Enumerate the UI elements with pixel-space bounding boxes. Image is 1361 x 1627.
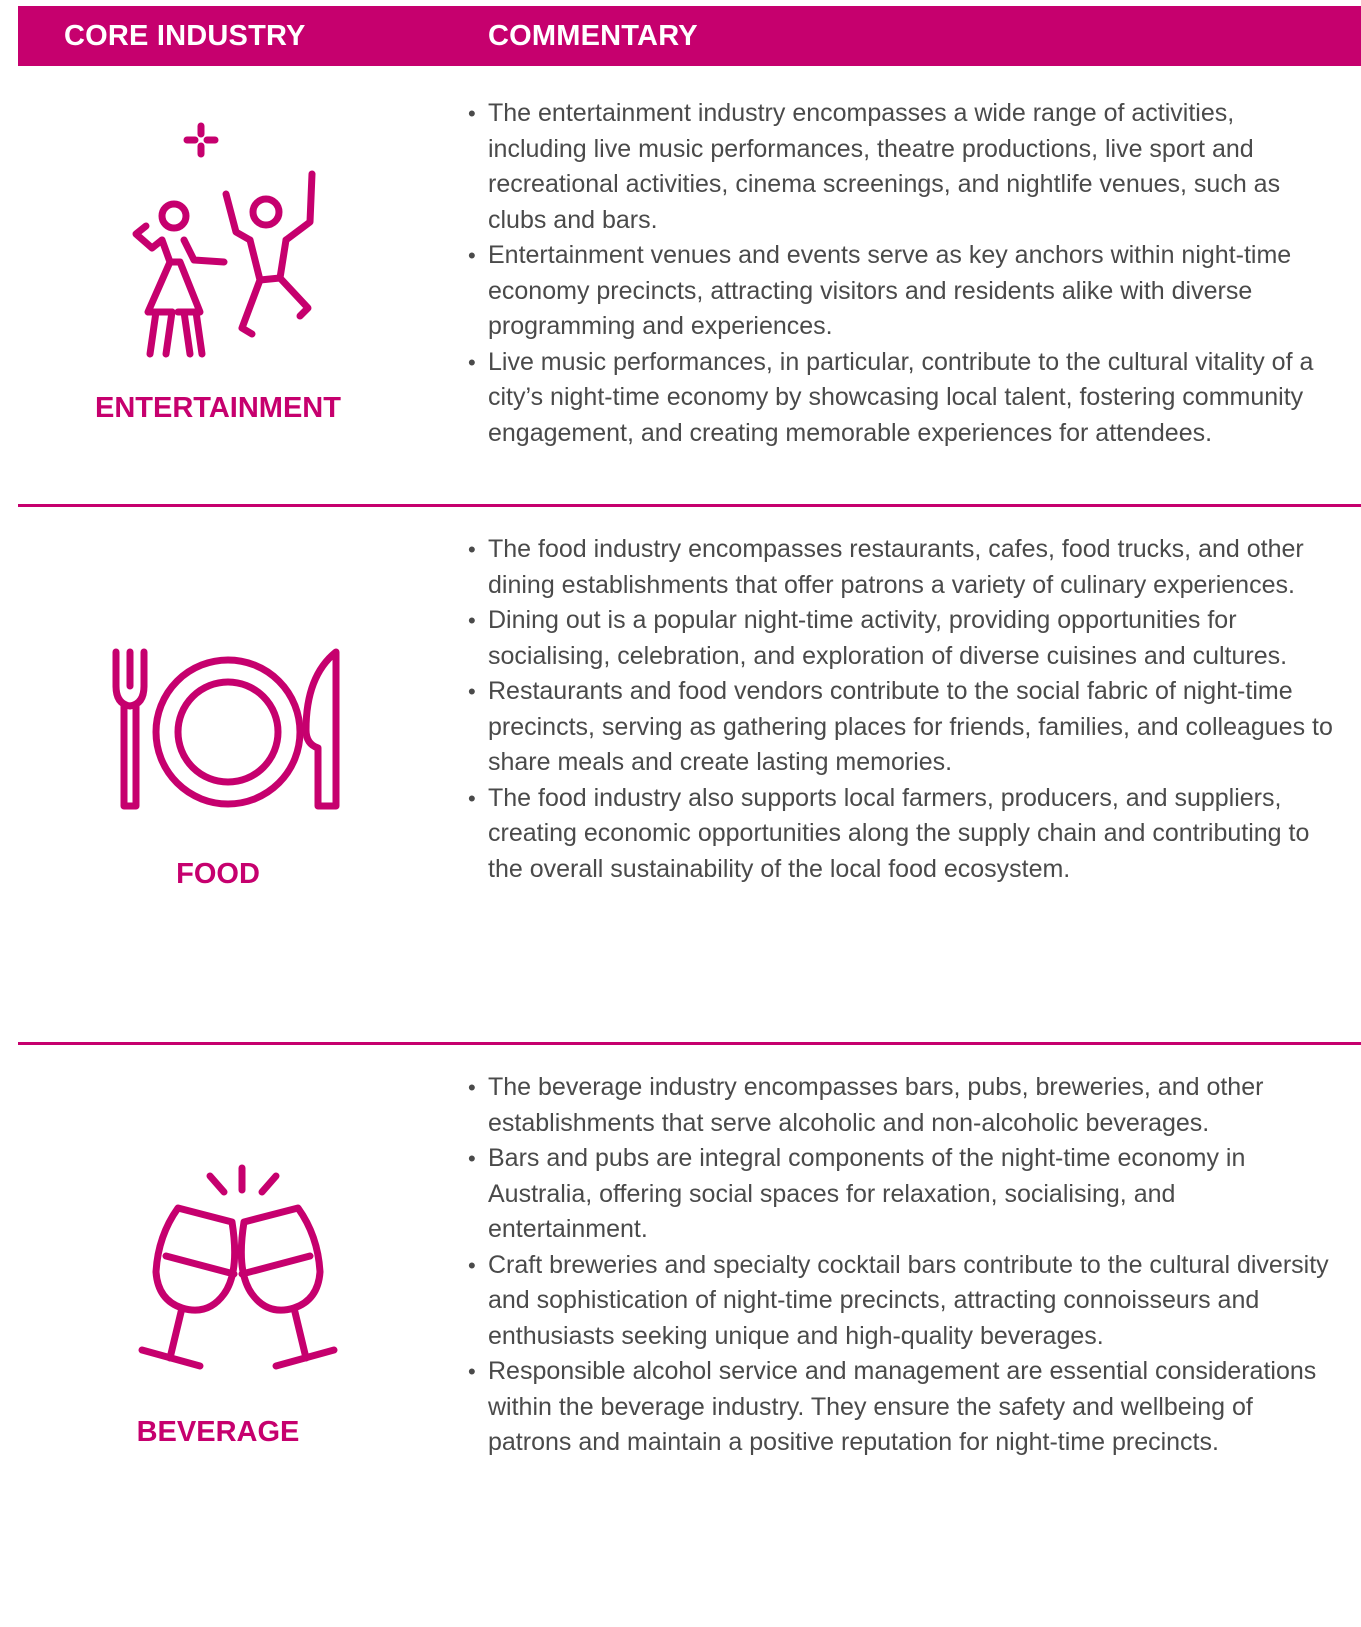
list-item: • The entertainment industry encompasses a wide range of activities, including live music performances, theatre productions, live sport and recreational activities, cinema screenings, and nightlife venues, such as clubs and bars. <box>454 96 1334 238</box>
list-item: • The food industry also supports local farmers, producers, and suppliers, creating economic opportunities along the supply chain and contributing to the overall sustainability of the local food ecosystem. <box>454 781 1334 888</box>
table-row-entertainment <box>18 92 1361 502</box>
row-divider <box>18 1042 1361 1045</box>
commentary-list-beverage <box>454 1070 1334 1461</box>
industry-label-entertainment: ENTERTAINMENT <box>95 392 341 424</box>
column-header-core-industry: CORE INDUSTRY <box>64 20 306 52</box>
commentary-list-entertainment <box>454 96 1334 451</box>
row-divider <box>18 504 1361 507</box>
list-item: • Responsible alcohol service and management are essential considerations within the beverage industry. They ensure the safety and wellbeing of patrons and maintain a positive reputation for night-time precincts. <box>454 1354 1334 1461</box>
commentary-list-food <box>454 532 1334 887</box>
list-item: • Bars and pubs are integral components of the night-time economy in Australia, offering social spaces for relaxation, socialising, and entertainment. <box>454 1141 1334 1248</box>
list-item: • The food industry encompasses restaurants, cafes, food trucks, and other dining establishments that offer patrons a variety of culinary experiences. <box>454 532 1334 603</box>
list-item: • Entertainment venues and events serve as key anchors within night-time economy precincts, attracting visitors and residents alike with diverse programming and experiences. <box>454 238 1334 345</box>
industry-label-beverage: BEVERAGE <box>136 1416 300 1448</box>
list-item: • Dining out is a popular night-time activity, providing opportunities for socialising, celebration, and exploration of diverse cuisines and cultures. <box>454 603 1334 674</box>
table-row-beverage <box>18 1066 1361 1626</box>
list-item: • Restaurants and food vendors contribute to the social fabric of night-time precincts, serving as gathering places for friends, families, and colleagues to share meals and create lasting memories. <box>454 674 1334 781</box>
dancing-people-icon <box>114 122 334 362</box>
industry-label-food: FOOD <box>176 858 260 890</box>
fork-plate-knife-icon <box>110 646 348 814</box>
column-header-commentary: COMMENTARY <box>488 20 698 52</box>
list-item: • Craft breweries and specialty cocktail bars contribute to the cultural diversity and sophistication of night-time precincts, attracting connoisseurs and enthusiasts seeking unique and high-quality beverages. <box>454 1248 1334 1355</box>
clinking-glasses-icon <box>128 1162 348 1376</box>
list-item: • Live music performances, in particular, contribute to the cultural vitality of a city’s night-time economy by showcasing local talent, fostering community engagement, and creating memorable experiences for attendees. <box>454 345 1334 452</box>
table-header <box>18 6 1361 66</box>
table-row-food <box>18 528 1361 1028</box>
list-item: • The beverage industry encompasses bars, pubs, breweries, and other establishments that serve alcoholic and non-alcoholic beverages. <box>454 1070 1334 1141</box>
